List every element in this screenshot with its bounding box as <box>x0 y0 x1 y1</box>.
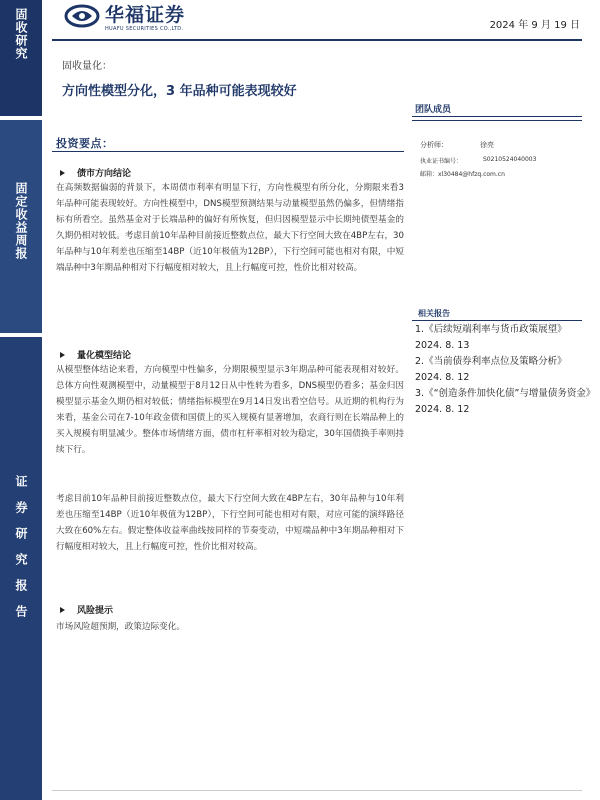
related-report-link[interactable]: 3.《“创造条件加快化债”与增量债务资金》2024. 8. 12 <box>415 388 591 415</box>
related-report-link[interactable]: 1.《后续短端利率与货币政策展望》2024. 8. 13 <box>415 324 567 351</box>
sidebar-segment-category <box>0 0 42 116</box>
report-title: 方向性模型分化，3 年品种可能表现较好 <box>62 84 297 99</box>
logo-name-en: HUAFU SECURITIES CO.,LTD. <box>105 26 184 32</box>
triangle-bullet-icon <box>60 352 65 358</box>
bullet-heading-direction <box>60 166 131 179</box>
triangle-bullet-icon <box>60 607 65 613</box>
sidebar-segment-report <box>0 337 42 800</box>
analyst-label: 分析师： <box>420 141 448 149</box>
team-divider <box>412 116 582 117</box>
sidebar-label-type: 固定收益周报 <box>14 182 28 260</box>
team-section-title: 团队成员 <box>415 105 452 115</box>
team-divider-lower <box>412 120 582 121</box>
section-divider <box>52 151 404 152</box>
related-reports-list <box>415 322 593 418</box>
footer-divider <box>52 790 582 791</box>
related-report-link[interactable]: 2.《当前债券利率点位及策略分析》2024. 8. 12 <box>415 356 567 383</box>
logo-swirl-icon <box>64 4 100 28</box>
paragraph-model: 从模型整体结论来看，方向模型中性偏多，分期限模型显示3年期品种可能表现相对较好。总体方向性观测模型中，动量模型于8月12日从中性转为看多，DNS模型仍看多；基金归因模型显示基金久期仍相对较低；情绪指标模型在9月14日发出看空信号。从近期的机构行为来看，基金公司在7-10年政金债和国债上的买入规模有显著增加，农商行则在长端品种上的买入规模有明显减少。整体市场情绪方面，债市杠杆率相对较为稳定，30年国债换手率则持续下行。 <box>56 365 404 456</box>
bullet-heading-model <box>60 348 131 361</box>
sidebar-segment-type <box>0 120 42 333</box>
left-sidebar <box>0 0 42 800</box>
license-number: S0210524040003 <box>483 156 537 163</box>
header-divider <box>52 39 582 41</box>
company-logo <box>64 4 185 32</box>
paragraph-risk: 市场风险超预期，政策边际变化。 <box>56 622 185 632</box>
bullet-heading-risk <box>60 603 113 616</box>
related-divider <box>412 320 582 321</box>
sidebar-label-category: 固收研究 <box>14 8 28 60</box>
investment-highlights-title: 投资要点： <box>56 137 114 150</box>
report-subject: 固收量化： <box>62 61 112 72</box>
analyst-name: 徐亮 <box>480 141 494 149</box>
sidebar-label-report: 证券研究报告 <box>14 475 28 631</box>
logo-name-cn: 华福证券 <box>105 4 186 26</box>
license-label: 执业证书编号： <box>420 158 463 165</box>
bullet-heading-label: 债市方向结论 <box>77 169 132 179</box>
bullet-heading-label: 风险提示 <box>77 606 114 616</box>
bullet-heading-label: 量化模型结论 <box>77 351 132 361</box>
paragraph-direction: 在高频数据偏弱的背景下，本周债市利率有明显下行，方向性模型有所分化，分期限来看3年品种可能表现较好。方向性模型中，DNS模型预测结果与动量模型虽然仍偏多，但情绪指标有所看空。虽然基金对于长端品种的偏好有所恢复，但归因模型显示中长期纯债型基金的久期仍相对较低。考虑目前10年品种目前接近整数点位，最大下行空间大致在4BP左右，30年品种与10年利差也压缩至14BP（近10年极值为12BP），下行空间可能也相对有限，中短端品种中3年期品种相对下行幅度相对较大，且上行幅度可控，性价比相对较高。 <box>56 183 404 274</box>
paragraph-model-2: 考虑目前10年品种目前接近整数点位，最大下行空间大致在4BP左右，30年品种与10年利差也压缩至14BP（近10年极值为12BP），下行空间可能也相对有限，对应可能的演绎路径大致在60%左右。假定整体收益率曲线按同样的节奏变动，中短端品种中3年期品种相对下行幅度相对较大，且上行幅度可控，性价比相对较高。 <box>56 494 404 553</box>
triangle-bullet-icon <box>60 170 65 176</box>
report-date: 2024 年 9 月 19 日 <box>489 20 580 31</box>
analyst-email: 邮箱：xl30484@hfzq.com.cn <box>420 171 505 178</box>
related-reports-title: 相关报告 <box>418 309 450 318</box>
